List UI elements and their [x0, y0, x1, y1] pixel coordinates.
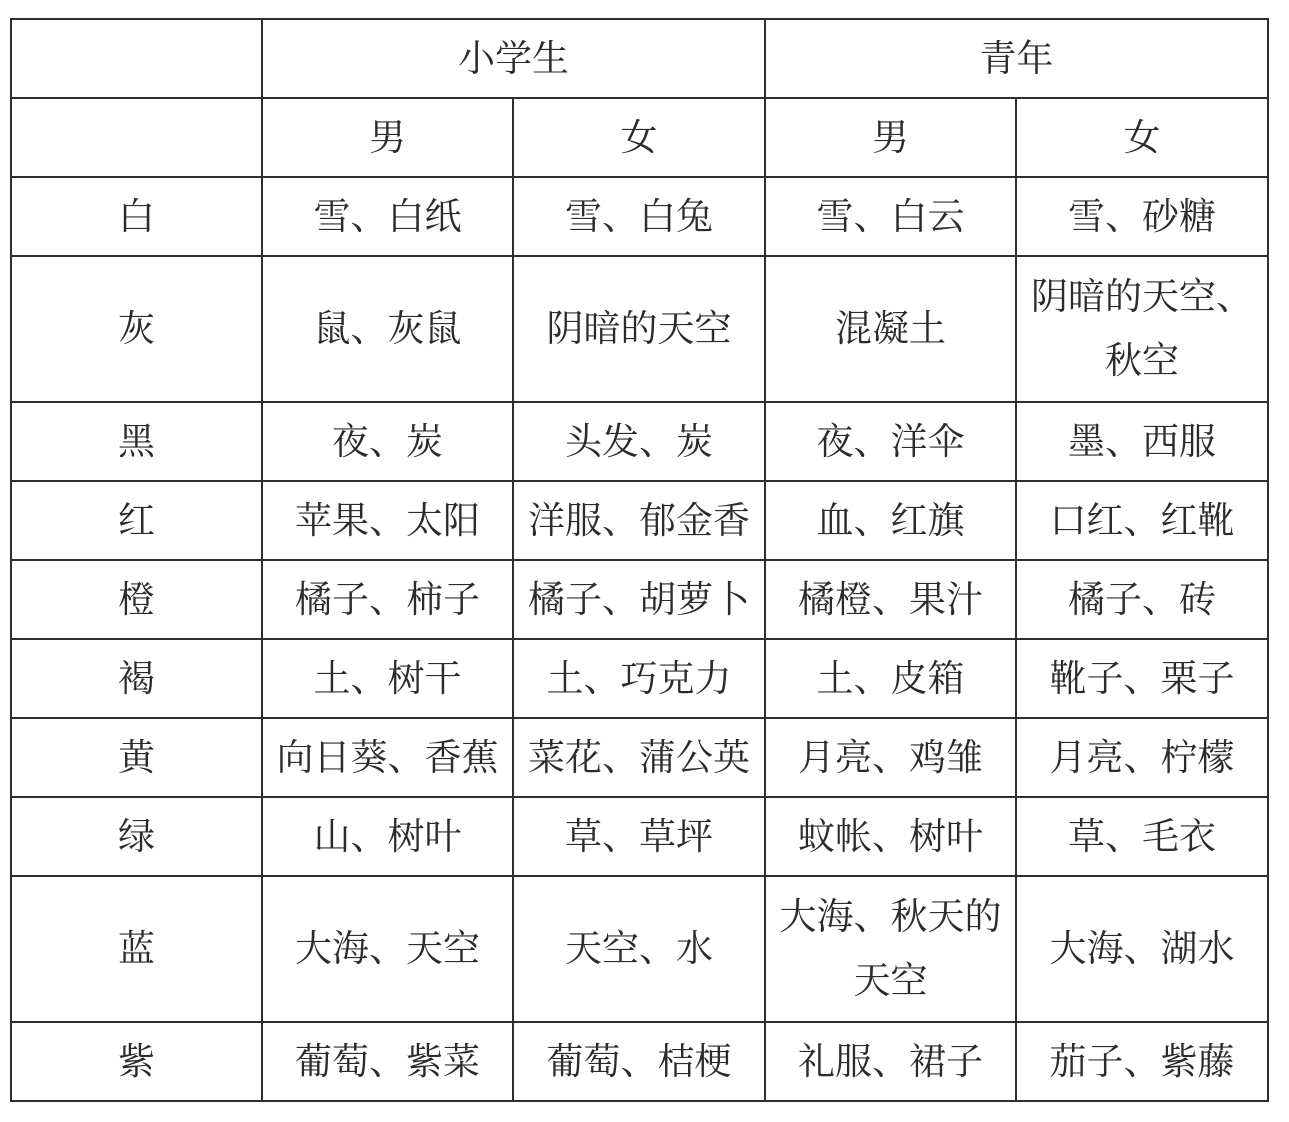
- group-header-youth: 青年: [765, 19, 1268, 98]
- table-row: [11, 560, 1268, 639]
- row-color-label: 灰: [11, 256, 262, 402]
- color-association-table: [10, 18, 1269, 1102]
- row-color-label: 黄: [11, 718, 262, 797]
- table-cell: 茄子、紫藤: [1016, 1022, 1268, 1101]
- table-cell: 阴暗的天空: [513, 256, 765, 402]
- row-color-label: 紫: [11, 1022, 262, 1101]
- row-color-label: 褐: [11, 639, 262, 718]
- table-row: [11, 481, 1268, 560]
- table-cell: 土、皮箱: [765, 639, 1016, 718]
- table-row: [11, 402, 1268, 481]
- table-cell: 口红、红靴: [1016, 481, 1268, 560]
- table-cell: 天空、水: [513, 876, 765, 1022]
- group-header-primary-students: 小学生: [262, 19, 765, 98]
- corner-cell-top: [11, 19, 262, 98]
- table-cell: 橘橙、果汁: [765, 560, 1016, 639]
- sub-header-students-male: 男: [262, 98, 513, 177]
- table-cell: 夜、炭: [262, 402, 513, 481]
- sub-header-students-female: 女: [513, 98, 765, 177]
- table-cell: 土、巧克力: [513, 639, 765, 718]
- table-cell: 雪、砂糖: [1016, 177, 1268, 256]
- sub-header-youth-female: 女: [1016, 98, 1268, 177]
- table-cell: 墨、西服: [1016, 402, 1268, 481]
- table-cell: 葡萄、紫菜: [262, 1022, 513, 1101]
- table-row: [11, 177, 1268, 256]
- table-cell: 月亮、鸡雏: [765, 718, 1016, 797]
- table-cell: 大海、天空: [262, 876, 513, 1022]
- table-cell: 菜花、蒲公英: [513, 718, 765, 797]
- sub-header-youth-male: 男: [765, 98, 1016, 177]
- table-cell: 雪、白兔: [513, 177, 765, 256]
- table-cell: 夜、洋伞: [765, 402, 1016, 481]
- table-cell: 阴暗的天空、秋空: [1016, 256, 1268, 402]
- table-cell: 洋服、郁金香: [513, 481, 765, 560]
- table-cell: 山、树叶: [262, 797, 513, 876]
- table-row: [11, 256, 1268, 402]
- header-row-groups: [11, 19, 1268, 98]
- row-color-label: 橙: [11, 560, 262, 639]
- table-cell: 礼服、裙子: [765, 1022, 1016, 1101]
- row-color-label: 蓝: [11, 876, 262, 1022]
- table-cell: 葡萄、桔梗: [513, 1022, 765, 1101]
- table-cell: 靴子、栗子: [1016, 639, 1268, 718]
- row-color-label: 绿: [11, 797, 262, 876]
- table-cell: 月亮、柠檬: [1016, 718, 1268, 797]
- table-cell: 雪、白云: [765, 177, 1016, 256]
- row-color-label: 红: [11, 481, 262, 560]
- table-cell: 苹果、太阳: [262, 481, 513, 560]
- table-cell: 草、草坪: [513, 797, 765, 876]
- table-cell: 土、树干: [262, 639, 513, 718]
- table-cell: 头发、炭: [513, 402, 765, 481]
- table-cell: 橘子、胡萝卜: [513, 560, 765, 639]
- table-row: [11, 876, 1268, 1022]
- table-cell: 向日葵、香蕉: [262, 718, 513, 797]
- table-cell: 雪、白纸: [262, 177, 513, 256]
- table-cell: 草、毛衣: [1016, 797, 1268, 876]
- table-cell: 大海、秋天的天空: [765, 876, 1016, 1022]
- header-row-gender: [11, 98, 1268, 177]
- table-cell: 橘子、砖: [1016, 560, 1268, 639]
- table-row: [11, 1022, 1268, 1101]
- table-cell: 蚊帐、树叶: [765, 797, 1016, 876]
- table-row: [11, 718, 1268, 797]
- table-cell: 橘子、柿子: [262, 560, 513, 639]
- table-cell: 混凝土: [765, 256, 1016, 402]
- row-color-label: 白: [11, 177, 262, 256]
- table-row: [11, 797, 1268, 876]
- table-row: [11, 639, 1268, 718]
- row-color-label: 黑: [11, 402, 262, 481]
- table-cell: 大海、湖水: [1016, 876, 1268, 1022]
- table-cell: 鼠、灰鼠: [262, 256, 513, 402]
- corner-cell-bottom: [11, 98, 262, 177]
- table-cell: 血、红旗: [765, 481, 1016, 560]
